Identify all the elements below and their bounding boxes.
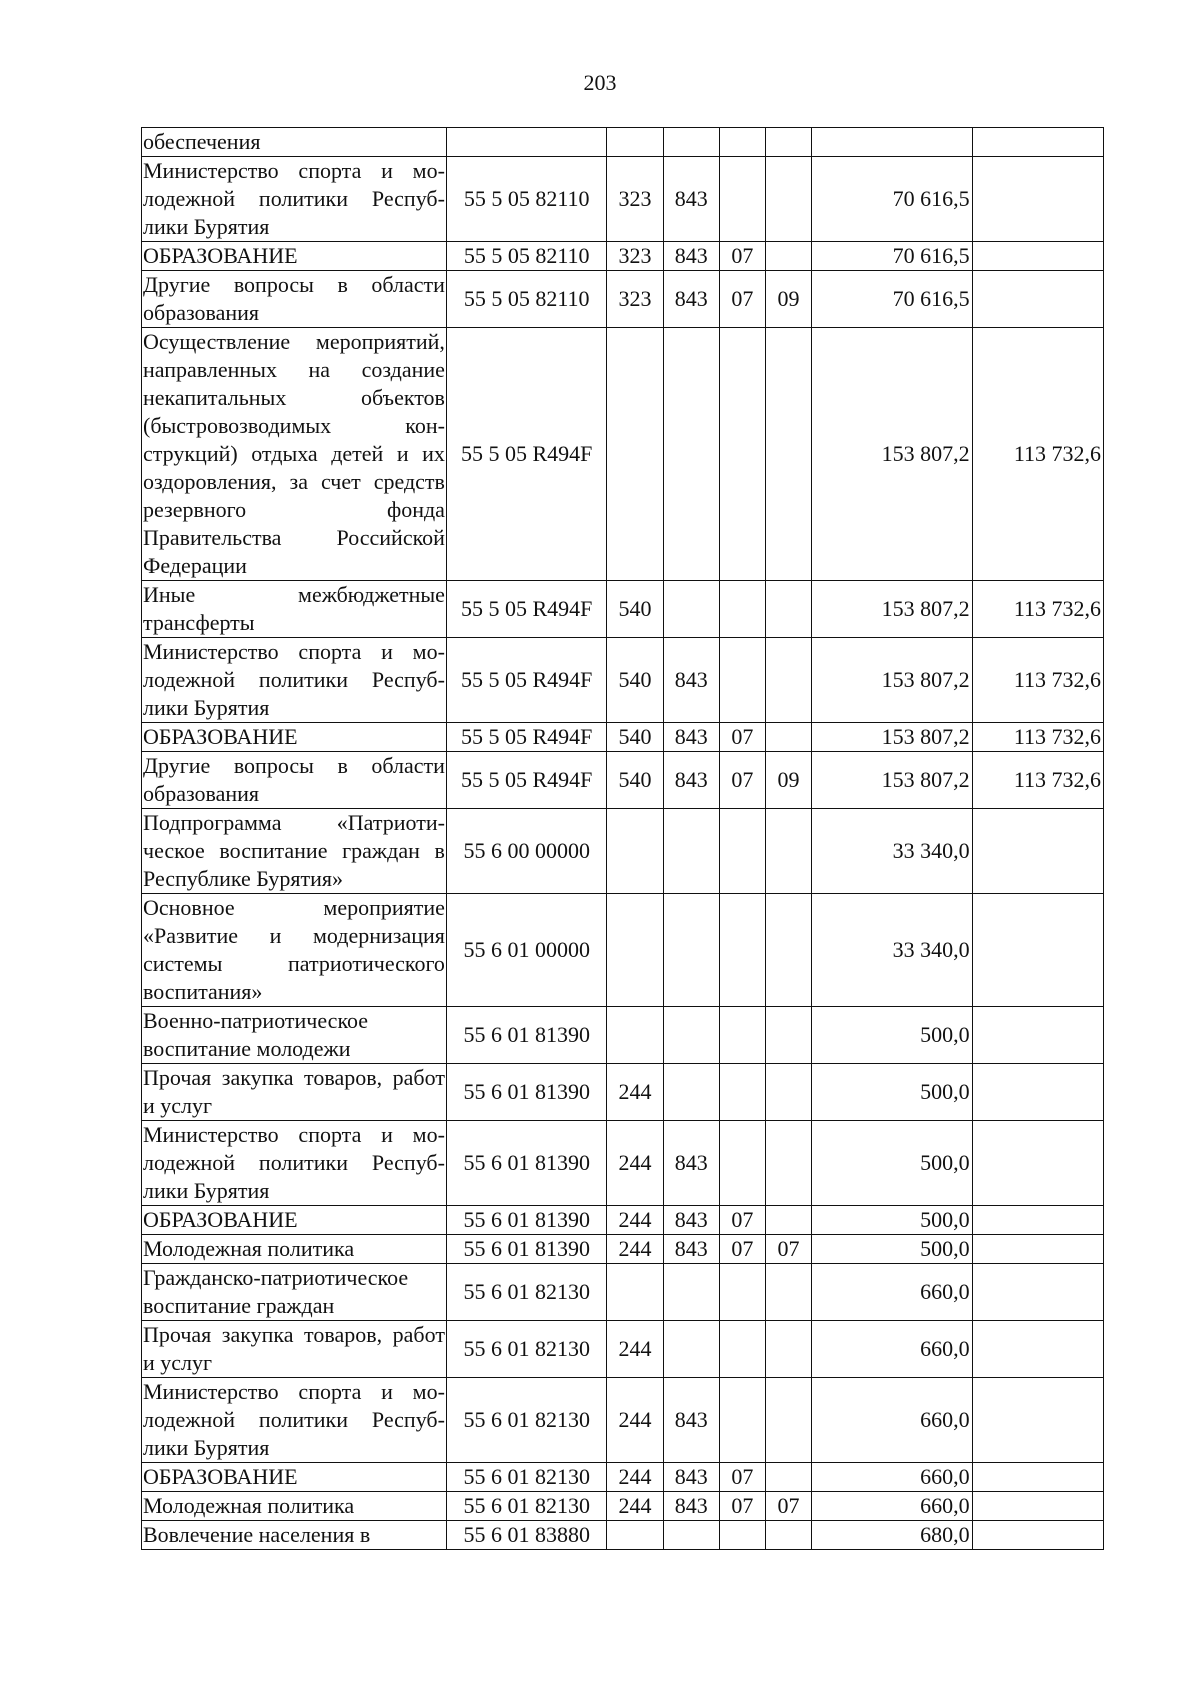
cell-target-code: 55 5 05 R494F: [446, 638, 607, 723]
cell-amount: 33 340,0: [812, 894, 973, 1007]
cell-amount-federal: [972, 1064, 1103, 1121]
table-row: [142, 1492, 1104, 1521]
cell-expense-type: 244: [607, 1064, 663, 1121]
cell-section: 07: [719, 1206, 765, 1235]
cell-amount: 500,0: [812, 1064, 973, 1121]
cell-amount: 153 807,2: [812, 638, 973, 723]
cell-subsection: [765, 242, 811, 271]
table-row: [142, 1264, 1104, 1321]
cell-subsection: [765, 1206, 811, 1235]
cell-section: [719, 1064, 765, 1121]
cell-expense-type: [607, 1521, 663, 1550]
cell-section: [719, 581, 765, 638]
cell-name: Подпрограмма «Патриотическое воспитание граждан в Республике Бурятия»: [142, 809, 447, 894]
cell-amount-federal: 113 732,6: [972, 581, 1103, 638]
cell-administrator: 843: [663, 752, 719, 809]
cell-amount-federal: [972, 1321, 1103, 1378]
cell-subsection: [765, 1121, 811, 1206]
cell-target-code: [446, 128, 607, 157]
cell-target-code: 55 6 00 00000: [446, 809, 607, 894]
cell-expense-type: [607, 328, 663, 581]
cell-amount: 500,0: [812, 1235, 973, 1264]
cell-administrator: 843: [663, 1492, 719, 1521]
cell-amount-federal: 113 732,6: [972, 752, 1103, 809]
cell-expense-type: 540: [607, 752, 663, 809]
cell-section: [719, 128, 765, 157]
cell-expense-type: 540: [607, 638, 663, 723]
cell-name: Гражданско-патриотическое воспитание граждан: [142, 1264, 447, 1321]
cell-target-code: 55 6 01 81390: [446, 1064, 607, 1121]
cell-amount-federal: [972, 1121, 1103, 1206]
cell-name: Прочая закупка товаров, работ и услуг: [142, 1064, 447, 1121]
cell-section: 07: [719, 723, 765, 752]
cell-administrator: [663, 1264, 719, 1321]
table-row: [142, 1206, 1104, 1235]
cell-amount-federal: [972, 1206, 1103, 1235]
cell-name: Другие вопросы в области образования: [142, 752, 447, 809]
cell-target-code: 55 6 01 81390: [446, 1121, 607, 1206]
table-row: [142, 723, 1104, 752]
table-row: [142, 328, 1104, 581]
cell-administrator: [663, 128, 719, 157]
cell-target-code: 55 6 01 82130: [446, 1378, 607, 1463]
cell-name: ОБРАЗОВАНИЕ: [142, 1463, 447, 1492]
cell-subsection: 09: [765, 752, 811, 809]
cell-administrator: [663, 581, 719, 638]
cell-subsection: [765, 723, 811, 752]
cell-section: 07: [719, 1463, 765, 1492]
cell-section: 07: [719, 1235, 765, 1264]
cell-expense-type: 540: [607, 581, 663, 638]
cell-administrator: 843: [663, 1235, 719, 1264]
cell-name: Основное мероприятие «Развитие и модернизация системы патриотического воспитания»: [142, 894, 447, 1007]
table-row: [142, 581, 1104, 638]
cell-section: [719, 1121, 765, 1206]
table-row: [142, 271, 1104, 328]
cell-target-code: 55 6 01 82130: [446, 1264, 607, 1321]
cell-amount: 660,0: [812, 1463, 973, 1492]
cell-subsection: [765, 157, 811, 242]
cell-subsection: [765, 809, 811, 894]
cell-section: [719, 1521, 765, 1550]
cell-amount-federal: [972, 1007, 1103, 1064]
cell-subsection: [765, 1521, 811, 1550]
cell-amount-federal: [972, 157, 1103, 242]
cell-target-code: 55 5 05 R494F: [446, 752, 607, 809]
cell-target-code: 55 6 01 82130: [446, 1463, 607, 1492]
cell-section: 07: [719, 1492, 765, 1521]
cell-subsection: 09: [765, 271, 811, 328]
table-row: [142, 752, 1104, 809]
cell-amount-federal: 113 732,6: [972, 638, 1103, 723]
cell-administrator: 843: [663, 723, 719, 752]
cell-target-code: 55 6 01 00000: [446, 894, 607, 1007]
cell-target-code: 55 6 01 81390: [446, 1235, 607, 1264]
cell-expense-type: 244: [607, 1121, 663, 1206]
cell-expense-type: 323: [607, 271, 663, 328]
cell-amount-federal: 113 732,6: [972, 723, 1103, 752]
table-row: [142, 1463, 1104, 1492]
cell-name: ОБРАЗОВАНИЕ: [142, 242, 447, 271]
cell-administrator: [663, 894, 719, 1007]
cell-subsection: [765, 128, 811, 157]
cell-amount: 500,0: [812, 1206, 973, 1235]
cell-section: [719, 1264, 765, 1321]
cell-amount-federal: [972, 1264, 1103, 1321]
cell-name: ОБРАЗОВАНИЕ: [142, 1206, 447, 1235]
table-row: [142, 1064, 1104, 1121]
cell-target-code: 55 6 01 82130: [446, 1321, 607, 1378]
cell-administrator: [663, 1521, 719, 1550]
table-row: [142, 1121, 1104, 1206]
cell-amount-federal: [972, 1463, 1103, 1492]
cell-administrator: 843: [663, 638, 719, 723]
cell-administrator: [663, 1321, 719, 1378]
cell-amount: 33 340,0: [812, 809, 973, 894]
cell-amount: 70 616,5: [812, 271, 973, 328]
cell-section: [719, 1378, 765, 1463]
cell-section: [719, 328, 765, 581]
cell-section: [719, 157, 765, 242]
cell-target-code: 55 5 05 82110: [446, 242, 607, 271]
cell-section: [719, 1007, 765, 1064]
cell-expense-type: 540: [607, 723, 663, 752]
cell-amount-federal: [972, 894, 1103, 1007]
cell-subsection: [765, 894, 811, 1007]
cell-subsection: [765, 1064, 811, 1121]
cell-amount: 70 616,5: [812, 157, 973, 242]
cell-expense-type: [607, 809, 663, 894]
cell-administrator: 843: [663, 1378, 719, 1463]
table-row: [142, 638, 1104, 723]
cell-name: Вовлечение населения в: [142, 1521, 447, 1550]
cell-section: [719, 809, 765, 894]
cell-name: Министерство спорта и молодежной политики Республики Бурятия: [142, 638, 447, 723]
cell-amount: 660,0: [812, 1321, 973, 1378]
cell-expense-type: [607, 1264, 663, 1321]
cell-amount-federal: [972, 128, 1103, 157]
cell-expense-type: 244: [607, 1235, 663, 1264]
cell-amount: 500,0: [812, 1121, 973, 1206]
cell-expense-type: 323: [607, 157, 663, 242]
cell-target-code: 55 6 01 81390: [446, 1206, 607, 1235]
cell-subsection: [765, 638, 811, 723]
cell-amount-federal: [972, 809, 1103, 894]
cell-expense-type: 244: [607, 1206, 663, 1235]
cell-amount-federal: [972, 1492, 1103, 1521]
cell-amount: 153 807,2: [812, 752, 973, 809]
cell-target-code: 55 5 05 82110: [446, 157, 607, 242]
cell-amount-federal: [972, 271, 1103, 328]
cell-amount: 153 807,2: [812, 581, 973, 638]
cell-target-code: 55 5 05 82110: [446, 271, 607, 328]
table-row: [142, 128, 1104, 157]
table-row: [142, 809, 1104, 894]
cell-administrator: 843: [663, 271, 719, 328]
cell-name: ОБРАЗОВАНИЕ: [142, 723, 447, 752]
cell-subsection: [765, 581, 811, 638]
cell-administrator: [663, 1064, 719, 1121]
cell-section: 07: [719, 752, 765, 809]
cell-target-code: 55 6 01 83880: [446, 1521, 607, 1550]
cell-name: Осуществление мероприятий, направленных на создание некапитальных объектов (быстровозводимых конструкций) отдыха детей и их оздоровления, за счет средств резервного фонда Правительства Российской Федерации: [142, 328, 447, 581]
cell-target-code: 55 5 05 R494F: [446, 581, 607, 638]
cell-amount: 70 616,5: [812, 242, 973, 271]
cell-target-code: 55 5 05 R494F: [446, 328, 607, 581]
cell-expense-type: [607, 1007, 663, 1064]
cell-amount-federal: 113 732,6: [972, 328, 1103, 581]
cell-subsection: 07: [765, 1492, 811, 1521]
cell-expense-type: [607, 894, 663, 1007]
cell-expense-type: 244: [607, 1378, 663, 1463]
cell-section: [719, 1321, 765, 1378]
cell-amount-federal: [972, 1378, 1103, 1463]
cell-name: Другие вопросы в области образования: [142, 271, 447, 328]
table-row: [142, 1521, 1104, 1550]
cell-name: Министерство спорта и молодежной политики Республики Бурятия: [142, 1121, 447, 1206]
table-row: [142, 1007, 1104, 1064]
table-row: [142, 894, 1104, 1007]
table-row: [142, 1378, 1104, 1463]
cell-administrator: 843: [663, 1206, 719, 1235]
cell-administrator: [663, 328, 719, 581]
cell-subsection: [765, 1463, 811, 1492]
cell-name: Иные межбюджетные трансферты: [142, 581, 447, 638]
cell-expense-type: [607, 128, 663, 157]
budget-table: [141, 127, 1104, 1550]
cell-name: Министерство спорта и молодежной политики Республики Бурятия: [142, 1378, 447, 1463]
cell-subsection: [765, 1378, 811, 1463]
cell-section: 07: [719, 242, 765, 271]
cell-name: Молодежная политика: [142, 1235, 447, 1264]
cell-subsection: [765, 1007, 811, 1064]
cell-administrator: [663, 1007, 719, 1064]
cell-name: Министерство спорта и молодежной политики Республики Бурятия: [142, 157, 447, 242]
cell-subsection: [765, 1264, 811, 1321]
cell-name: Молодежная политика: [142, 1492, 447, 1521]
cell-amount: 660,0: [812, 1378, 973, 1463]
cell-amount: 680,0: [812, 1521, 973, 1550]
cell-target-code: 55 6 01 81390: [446, 1007, 607, 1064]
table-body: [142, 128, 1104, 1550]
cell-amount: [812, 128, 973, 157]
table-row: [142, 1321, 1104, 1378]
cell-administrator: 843: [663, 157, 719, 242]
cell-expense-type: 244: [607, 1321, 663, 1378]
cell-name: Военно-патриотическое воспитание молодежи: [142, 1007, 447, 1064]
cell-subsection: [765, 328, 811, 581]
table-row: [142, 242, 1104, 271]
cell-amount: 660,0: [812, 1492, 973, 1521]
cell-administrator: 843: [663, 1463, 719, 1492]
cell-section: 07: [719, 271, 765, 328]
cell-name: обеспечения: [142, 128, 447, 157]
cell-expense-type: 323: [607, 242, 663, 271]
cell-subsection: 07: [765, 1235, 811, 1264]
cell-expense-type: 244: [607, 1492, 663, 1521]
cell-amount: 660,0: [812, 1264, 973, 1321]
cell-amount-federal: [972, 242, 1103, 271]
cell-amount-federal: [972, 1521, 1103, 1550]
cell-administrator: 843: [663, 242, 719, 271]
cell-section: [719, 894, 765, 1007]
cell-amount: 153 807,2: [812, 723, 973, 752]
cell-target-code: 55 5 05 R494F: [446, 723, 607, 752]
cell-name: Прочая закупка товаров, работ и услуг: [142, 1321, 447, 1378]
cell-target-code: 55 6 01 82130: [446, 1492, 607, 1521]
cell-subsection: [765, 1321, 811, 1378]
cell-section: [719, 638, 765, 723]
table-row: [142, 1235, 1104, 1264]
cell-expense-type: 244: [607, 1463, 663, 1492]
cell-administrator: 843: [663, 1121, 719, 1206]
table-row: [142, 157, 1104, 242]
cell-amount-federal: [972, 1235, 1103, 1264]
cell-administrator: [663, 809, 719, 894]
cell-amount: 153 807,2: [812, 328, 973, 581]
page-number: 203: [583, 70, 617, 95]
cell-amount: 500,0: [812, 1007, 973, 1064]
